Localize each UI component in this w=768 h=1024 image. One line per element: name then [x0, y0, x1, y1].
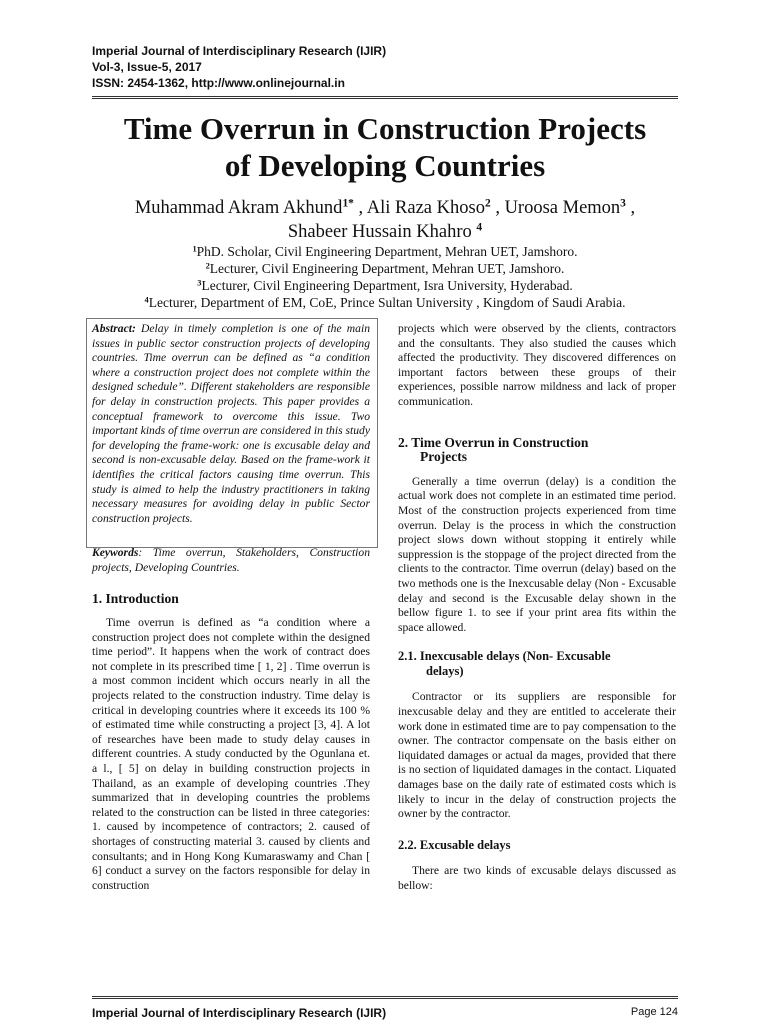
- author-3: Uroosa Memon: [504, 198, 621, 218]
- journal-name: Imperial Journal of Interdisciplinary Research (IJIR): [92, 44, 387, 58]
- journal-header: [92, 43, 386, 91]
- abstract-text: Delay in timely completion is one of the main issues in public sector construction projects of developing countries. Time overrun can be defined as “a condition where a construction project does not complete within the designed schedule”. Different stakeholders are responsible for delay in construction projects. This paper provides a conceptual framework to overcome this issue. Two important kinds of time overrun are considered in this study for developing the frame-work: one is excusable delay and second is non-excusable delay. Based on the frame-work it identifies the critical factors causing time overrun. This study is aimed to help the industry practitioners in taking necessary measures for avoiding delay in public Sector construction projects.: [92, 322, 370, 525]
- section-heading-2: [398, 436, 676, 465]
- journal-issn: ISSN: 2454-1362, http://www.onlinejournal.in: [92, 76, 345, 90]
- affiliation-2: [92, 260, 678, 277]
- author-4: Shabeer Hussain Khahro: [287, 222, 477, 242]
- author-list: [92, 196, 678, 244]
- affiliation-text: Lecturer, Department of EM, CoE, Prince Sultan University , Kingdom of Saudi Arabia.: [148, 295, 626, 310]
- right-column: [398, 322, 676, 894]
- author-2: Ali Raza Khoso: [366, 198, 485, 218]
- footer-rule: [92, 996, 678, 999]
- footer-journal-name: Imperial Journal of Interdisciplinary Research (IJIR): [92, 1006, 387, 1020]
- page-footer: [92, 1006, 678, 1020]
- header-rule: [92, 96, 678, 99]
- affiliation-text: PhD. Scholar, Civil Engineering Department, Mehran UET, Jamshoro.: [196, 244, 578, 259]
- paper-title: [92, 110, 678, 184]
- author-1: Muhammad Akram Akhund: [134, 198, 343, 218]
- author-3-sup: 3: [620, 197, 626, 210]
- continued-paragraph: projects which were observed by the clients, contractors and the consultants. They also studied the causes which affected the productivity. They discovered differences on important factors between these groups of their experiences, possible narrow mildness and lack of proper communication.: [398, 322, 676, 408]
- section-heading-2-1-line-1: 2.1. Inexcusable delays (Non- Excusable: [398, 649, 611, 664]
- section-heading-2-line-2: Projects: [420, 449, 467, 465]
- intro-paragraph: Time overrun is defined as “a condition where a construction project does not complete within the designed time period”. It happens when the work of contract does not complete in its prescribed time [ 1, 2] . Time overrun is a most common incident which occurs nearly in all the projects related to the construction industry. Time delay is critical in developing countries where it exceeds its 100 % of estimated time while constructing a project [3, 4]. A lot of researches have been made to study delay causes in different countries. A study conducted by the Ogunlana et. a l., [ 5] on delay in building construction projects in Thailand, as an example of developing countries .They summarized that in developing countries the problems related to the construction can be listed in three categories: 1. caused by incompetence of contractors; 2. caused of shortages of constructing material 3. caused by clients and consultants; and in Hong Kong Kumaraswamy and Chan [ 6] conduct a survey on the factors responsible for delay in construction: [92, 616, 370, 892]
- author-1-sup: 1*: [342, 197, 354, 210]
- section-heading-introduction: 1. Introduction: [92, 590, 179, 606]
- section-heading-2-line-1: 2. Time Overrun in Construction: [398, 434, 589, 450]
- affiliation-sup: 2: [205, 261, 210, 271]
- title-line-1: Time Overrun in Construction Projects: [123, 111, 647, 146]
- page-number: Page 124: [630, 1006, 678, 1018]
- keywords: [92, 546, 370, 575]
- author-2-sup: 2: [484, 197, 491, 210]
- author-sep: ,: [625, 198, 636, 218]
- author-4-sup: 4: [476, 221, 483, 234]
- section-heading-2-1-line-2: delays): [426, 663, 464, 678]
- left-column: [92, 322, 370, 893]
- affiliation-text: Lecturer, Civil Engineering Department, Isra University, Hyderabad.: [201, 278, 573, 293]
- title-line-2: of Developing Countries: [224, 148, 546, 183]
- keywords-label: Keywords: [92, 546, 139, 560]
- abstract-label: Abstract:: [92, 322, 136, 335]
- section-heading-2-1: [398, 649, 676, 678]
- section-2-paragraph: Generally a time overrun (delay) is a condition the actual work does not complete in an estimated time period. Most of the construction projects experienced from time overrun. Delay is the process in which the construction project slows down without stopping it entirely while suppression is the stoppage of the project directed from the clients to the contractor. Time overrun (delay) based on the two methods one is the Inexcusable delay (Non - Excusable delay and second is the Excusable delay shown in the bellow figure 1. to see if your print area fits within the space allowed.: [398, 474, 676, 634]
- author-sep: ,: [490, 198, 505, 218]
- journal-volume: Vol-3, Issue-5, 2017: [92, 60, 202, 74]
- affiliation-4: [92, 294, 678, 311]
- affiliation-sup: 4: [144, 295, 149, 305]
- affiliation-1: [92, 243, 678, 260]
- affiliation-sup: 1: [192, 244, 197, 254]
- section-2-2-paragraph: There are two kinds of excusable delays discussed as bellow:: [398, 864, 676, 892]
- affiliation-text: Lecturer, Civil Engineering Department, Mehran UET, Jamshoro.: [209, 261, 565, 276]
- author-sep: ,: [353, 198, 367, 218]
- affiliation-3: [92, 277, 678, 294]
- section-heading-2-2: 2.2. Excusable delays: [398, 837, 511, 852]
- section-2-1-paragraph: Contractor or its suppliers are responsible for inexcusable delay and they are entitled to accelerate their work done in estimated time are to pay compensation to the owner. The contractor compensate on the basis either on liquidated damages or actual da mages, provided that there is no section of liquidated damages in the contact. Liquated damages base on the daily rate of estimated costs which is likely to incur in the delay of construction projects the owner by the contractor.: [398, 690, 676, 821]
- abstract: [92, 322, 370, 526]
- affiliation-sup: 3: [197, 278, 202, 288]
- keywords-text: : Time overrun, Stakeholders, Construction projects, Developing Countries.: [92, 546, 370, 574]
- affiliation-list: [92, 243, 678, 311]
